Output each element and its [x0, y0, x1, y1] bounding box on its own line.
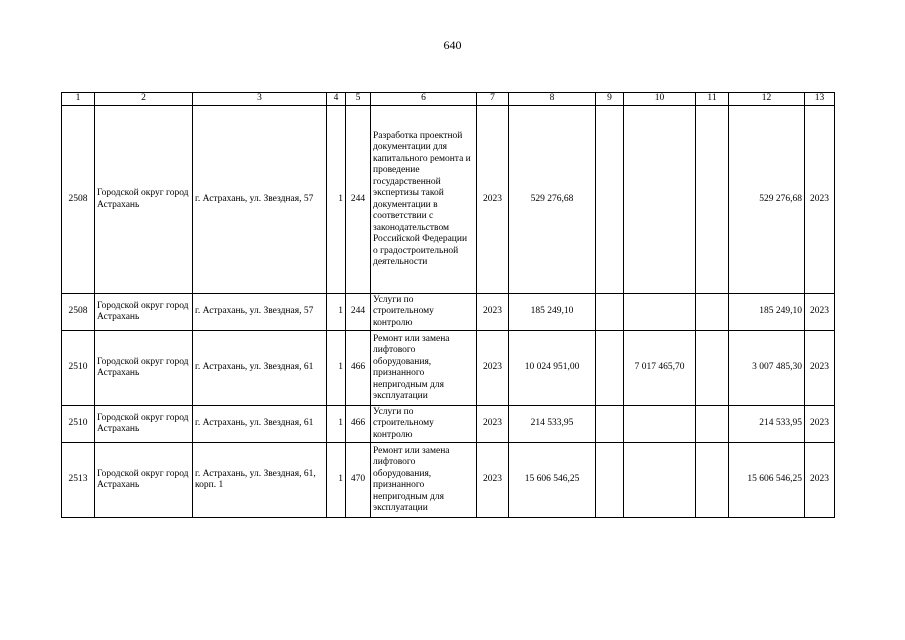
work-type-cell: Ремонт или замена лифтового оборудования, признанного непригодным для эксплуатации: [371, 443, 477, 518]
column-header: 11: [696, 93, 729, 106]
header-row: [62, 93, 835, 106]
col11-cell: [696, 331, 729, 406]
col11-cell: [696, 443, 729, 518]
address-cell: г. Астрахань, ул. Звездная, 57: [193, 106, 327, 294]
column-header: 8: [509, 93, 596, 106]
col4-cell: 1: [327, 294, 346, 331]
year-cell: 2023: [477, 294, 509, 331]
row-id-cell: 2513: [62, 443, 95, 518]
work-type-cell: Услуги по строительному контролю: [371, 406, 477, 443]
row-id-cell: 2510: [62, 406, 95, 443]
address-cell: г. Астрахань, ул. Звездная, 61: [193, 331, 327, 406]
col9-cell: [596, 443, 624, 518]
col10-cell: [624, 406, 696, 443]
column-header: 9: [596, 93, 624, 106]
col5-cell: 470: [346, 443, 371, 518]
page-number: 640: [443, 38, 462, 52]
municipality-cell: Городской округ город Астрахань: [95, 331, 193, 406]
col5-cell: 244: [346, 294, 371, 331]
col13-cell: 2023: [805, 106, 835, 294]
col4-cell: 1: [327, 331, 346, 406]
municipality-cell: Городской округ город Астрахань: [95, 106, 193, 294]
col9-cell: [596, 331, 624, 406]
total-cost-cell: 15 606 546,25: [509, 443, 596, 518]
repair-plan-table: [61, 92, 835, 518]
table-row: [62, 331, 835, 406]
col11-cell: [696, 106, 729, 294]
col12-cell: 529 276,68: [729, 106, 805, 294]
col5-cell: 466: [346, 406, 371, 443]
column-header: 10: [624, 93, 696, 106]
table-row: [62, 106, 835, 294]
col9-cell: [596, 406, 624, 443]
work-type-cell: Ремонт или замена лифтового оборудования, признанного непригодным для эксплуатации: [371, 331, 477, 406]
column-header: 2: [95, 93, 193, 106]
column-header: 12: [729, 93, 805, 106]
row-id-cell: 2510: [62, 331, 95, 406]
col5-cell: 466: [346, 331, 371, 406]
municipality-cell: Городской округ город Астрахань: [95, 294, 193, 331]
year-cell: 2023: [477, 406, 509, 443]
column-header: 13: [805, 93, 835, 106]
col4-cell: 1: [327, 406, 346, 443]
col5-cell: 244: [346, 106, 371, 294]
col12-cell: 185 249,10: [729, 294, 805, 331]
column-header: 7: [477, 93, 509, 106]
table-row: [62, 294, 835, 331]
col12-cell: 214 533,95: [729, 406, 805, 443]
work-type-cell: Разработка проектной документации для капитального ремонта и проведение государственной экспертизы такой документации в соответствии с законодательством Российской Федерации о градостроительной деятельности: [371, 106, 477, 294]
col13-cell: 2023: [805, 443, 835, 518]
col9-cell: [596, 294, 624, 331]
total-cost-cell: 529 276,68: [509, 106, 596, 294]
col10-cell: [624, 294, 696, 331]
municipality-cell: Городской округ город Астрахань: [95, 406, 193, 443]
column-header: 5: [346, 93, 371, 106]
col12-cell: 3 007 485,30: [729, 331, 805, 406]
year-cell: 2023: [477, 106, 509, 294]
row-id-cell: 2508: [62, 106, 95, 294]
total-cost-cell: 10 024 951,00: [509, 331, 596, 406]
col13-cell: 2023: [805, 294, 835, 331]
address-cell: г. Астрахань, ул. Звездная, 61: [193, 406, 327, 443]
total-cost-cell: 185 249,10: [509, 294, 596, 331]
col4-cell: 1: [327, 106, 346, 294]
col13-cell: 2023: [805, 331, 835, 406]
municipality-cell: Городской округ город Астрахань: [95, 443, 193, 518]
col9-cell: [596, 106, 624, 294]
column-header: 1: [62, 93, 95, 106]
col12-cell: 15 606 546,25: [729, 443, 805, 518]
column-header: 6: [371, 93, 477, 106]
col11-cell: [696, 294, 729, 331]
address-cell: г. Астрахань, ул. Звездная, 57: [193, 294, 327, 331]
year-cell: 2023: [477, 443, 509, 518]
col13-cell: 2023: [805, 406, 835, 443]
total-cost-cell: 214 533,95: [509, 406, 596, 443]
col10-cell: [624, 443, 696, 518]
row-id-cell: 2508: [62, 294, 95, 331]
address-cell: г. Астрахань, ул. Звездная, 61, корп. 1: [193, 443, 327, 518]
col4-cell: 1: [327, 443, 346, 518]
table-row: [62, 406, 835, 443]
column-header: 3: [193, 93, 327, 106]
col10-cell: 7 017 465,70: [624, 331, 696, 406]
year-cell: 2023: [477, 331, 509, 406]
work-type-cell: Услуги по строительному контролю: [371, 294, 477, 331]
column-header: 4: [327, 93, 346, 106]
col11-cell: [696, 406, 729, 443]
col10-cell: [624, 106, 696, 294]
table-row: [62, 443, 835, 518]
